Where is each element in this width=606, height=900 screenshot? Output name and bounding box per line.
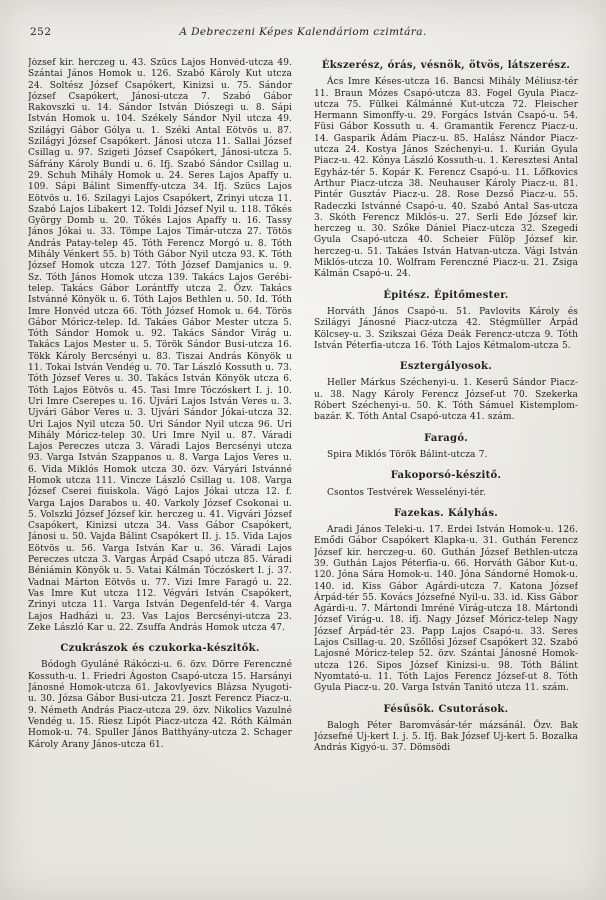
directory-paragraph: Ács Imre Késes-utcza 16. Bancsi Mihály Méliusz-tér 11. Braun Mózes Csapó-utcza 83. Fogel Gyula Piacz-utcza 75. Fülkei Kálmánné Kut-utcza 72. Fleischer Hermann Simonffy-u. 29. Forgács István Csapó-u. 54. Füsi Gábor Kossuth u. 4. Gramantik Ferencz Piacz-u. 14. Gasparik Ádám Piacz-u. 85. Halász Nándor Piacz-utcza 24. Kostya János Széchenyi-u. 1. Kurián Gyula Piacz-u. 42. Kónya László Kossuth-u. 1. Keresztesi Antal Egyház-tér 5. Kopár K. Ferencz Csapó-u. 11. Lőfkovics Arthur Piacz-utcza 38. Neuhauser Károly Piacz-u. 81. Pintér Gusztáv Piacz-u. 28. Rose Dezső Piacz-u. 55. Radeczki Istvánné Csapó-u. 40. Szabó Antal Sas-utcza 3. Skóth Ferencz Miklós-u. 27. Serli Ede József kir. herczeg u. 30. Szőke Dániel Piacz-utcza 32. Szegedi Gyula Csapó-utcza 40. Scheier Fülöp József kir. herczeg-u. 51. Takáes István Hatvan-utcza. Vági István Miklós-utcza 10. Wolfram Ferenczné Piacz-u. 21. Zsiga Kálmán Csapó-u. 24. xyxy=(314,77,578,280)
section-heading: Épitész. Épitőmester. xyxy=(383,289,509,301)
page-number: 252 xyxy=(30,26,52,38)
directory-paragraph: József kir. herczeg u. 43. Szücs Lajos Honvéd-utcza 49. Szántai János Homok u. 126. Szabó Károly Kut utcza 24. Soltész József Csapókert, Kinizsi u. 75. Sándor József Csapókert, Jánosi-utcza 7. Szabó Gábor Rakovszki u. 14. Sándor István Diószegi u. 8. Sápi István Homok u. 104. Székely Sándor Nyil utcza 49. Szilágyi Gábor Gólya u. 1. Széki Antal Eötvös u. 87. Szilágyi József Csapókert. Jánosi utcza 11. Sallai József Csillag u. 97. Szigeti József Csapókert, Jánosi-utcza 5. Sáfrány Károly Bundi u. 6. Ifj. Szabó Sándor Csillag u. 29. Schuh Mihály Homok u. 24. Seres Lajos Apaffy u. 109. Sápi Bálint Simenffy-utcza 34. Ifj. Szücs Lajos Eötvös u. 16. Szilagyi Lajos Csapókert, Zrinyi utcza 11. Szabó Lajos Libakert 12. Toldi József Nyil u. 118. Tőkés György Domb u. 20. Tőkés Lajos Apaffy u. 16. Tassy János Jókai u. 33. Tömpe Lajos Timár-utcza 27. Tötös András Patay-telep 45. Tóth Ferencz Morgó u. 8. Tóth Mihály Vénkert 55. b) Tóth Gábor Nyil utcza 93. K. Tóth József Homok utcza 127. Tóth József Damjanics u. 9. Sz. Tóth János Homok utcza 139. Takács Lajos Gerébi-telep. Takács Gábor Lorántffy utcza 2. Özv. Takács Istvánné Könyök u. 6. Tóth Lajos Bethlen u. 50. Id. Tóth Imre Honvéd utcza 66. Tóth József Homok u. 64. Törös Gábor Móricz-telep. Id. Takáes Gábor Mester utcza 5. Tóth Sándor Homok u. 92. Takács Sándor Virág u. Takács Lajos Mester u. 5. Török Sándor Busi-utcza 16. Tökk Károly Bercsényi u. 83. Tiszai András Könyök u 11. Tokai István Vendég u. 70. Tar László Kossuth u. 73. Tóth József Veres u. 30. Takács István Könyök utcza 6. Tóth Lajos Eötvös u. 45. Tasi Imre Tóczóskert I. j. 10. Uri Imre Cserepes u. 16. Újvári Lajos István Veres u. 3. Ujvári Gábor Veres u. 3. Ujvári Sándor Jókai-utcza 32. Uri Lajos Nyil utcza 50. Uri Sándor Nyil utcza 96. Uri Mihály Móricz-telep 30. Uri Imre Nyil u. 87. Váradi Lajos Pereczes utcza 3. Váradi Lajos Bercsényi utcza 93. Varga István Szappanos u. 8. Varga Lajos Veres u. 6. Vida Miklós Homok utcza 30. özv. Váryári Istvánné Homok utcza 111. Vincze László Csillag u. 108. Varga József Cserei fiuiskola. Vágó Lajos Jókai utcza 12. f. Varga Lajos Darabos u. 40. Varkoly József Csokonai u. 5. Volszki József József kir. herczeg u. 41. Vigvári József Csapókert, Kinizsi utcza 34. Vass Gábor Csapókert, Jánosi u. 50. Vajda Bálint Csapókert II. j. 15. Vida Lajos Eötvös u. 56. Varga István Kar u. 36. Váradi Lajos Pereczes utcza 3. Vargas Árpád Csapó utcza 85. Váradi Béniámin Könyök u. 5. Vatai Kálmán Tóczóskert I. j. 37. Vadnai Márton Eötvös u. 77. Vizi Imre Faragó u. 22. Vas Imre Kut utcza 112. Végvári István Csapókert, Zrinyi utcza 11. Varga István Degenfeld-tér 4. Varga Lajos Hadházi u. 23. Vas Lajos Bercsényi-utcza 23. Zeke László Kar u. 22. Zsuffa András Homok utcza 47. xyxy=(28,58,292,633)
directory-paragraph: Bódogh Gyuláné Rákóczi-u. 6. özv. Dörre Ferenczné Kossuth-u. 1. Friedri Ágoston Csapó-utcza 15. Harsányi Jánosné Homok-utcza 61. Jakovlyevics Blázsa Nyugoti-u. 30. Józsa Gábor Busi-utcza 21. Joszt Ferencz Piacz-u. 9. Németh András Piacz-utcza 29. özv. Nikolics Vazulné Vendég u. 15. Riesz Lipót Piacz-utcza 42. Róth Kálmán Homok-u. 74. Spuller János Batthyány-utcza 2. Schager Károly Arany János-utcza 61. xyxy=(28,660,292,750)
directory-paragraph: Horváth János Csapó-u. 51. Pavlovits Károly és Szilágyi Jánosné Piacz-utcza 42. Stégmüller Árpád Kölcsey-u. 3. Szikszai Géza Deák Ferencz-utcza 9. Tóth István Péterfia-utcza 16. Tóth Lajos Kétmalom-utcza 5. xyxy=(314,306,578,351)
section-heading: Faragó. xyxy=(424,432,468,444)
section-heading: Fakoporsó-készitő. xyxy=(390,470,502,482)
directory-paragraph: Aradi János Teleki-u. 17. Erdei István Homok-u. 126. Emődi Gábor Csapókert Klapka-u. 31. Guthán Ferencz József kir. herczeg-u. 60. Guthán József Bethlen-utcza 39. Guthán Lajos Péterfia-u. 66. Horváth Gábor Kut-u. 120. Jóna Sára Homok-u. 140. Jóna Sándorné Homok-u. 140. id. Kiss Gábor Agárdi-utcza 7. Katona József Árpád-tér 55. Kovács Józsefné Nyil-u. 33. id. Kiss Gábor Agárdi-u. 7. Mártondi Imréné Virág-utcza 18. Mártondi József Virág-u. 18. ifj. Nagy József Móricz-telep Nagy József Árpád-tér 23. Papp Lajos Csapó-u. 33. Seres Lajos Csillag-u. 20. Szőllősi József Csapókert 32. Szabó Lajosné Móricz-telep 52. özv. Szántai Jánosné Homok-utcza 126. Sipos József Kinizsi-u. 98. Tóth Bálint Nyomtató-u. 11. Tóth Lajos Ferencz József-ut 8. Tóth Gyula Piacz-u. 20. Varga István Tanitó utcza 11. szám. xyxy=(314,525,578,694)
section-heading: Fazekas. Kályhás. xyxy=(393,507,499,519)
directory-paragraph: Heller Márkus Széchenyi-u. 1. Keserű Sándor Piacz-u. 38. Nagy Károly Ferencz József-ut 70. Szekerka Róbert Széchenyi-u. 50. K. Tóth Sámuel Kistemplom-bazár. K. Tóth Antal Csapó-utcza 41. szám. xyxy=(314,378,578,423)
page-header xyxy=(0,0,606,48)
section-heading: Fésűsök. Csutorások. xyxy=(383,703,509,715)
section-heading: Esztergályosok. xyxy=(399,361,493,373)
text-columns xyxy=(0,48,606,890)
directory-paragraph: Balogh Péter Baromvásár-tér mázsánál. Özv. Bak Józsefné Uj-kert I. j. 5. Ifj. Bak József Uj-kert 5. Bozalka András Kigyó-u. 37. Dömsödi xyxy=(314,720,578,754)
left-column xyxy=(28,58,292,890)
section-heading: Czukrászok és czukorka-készitők. xyxy=(60,643,260,655)
directory-paragraph: Spira Miklós Török Bálint-utcza 7. xyxy=(327,449,488,460)
section-heading: Ékszerész, órás, vésnök, ötvös, látszerész. xyxy=(321,60,571,71)
running-title: A Debreczeni Képes Kalendáriom czimtára. xyxy=(179,26,427,38)
directory-paragraph: Csontos Testvérek Wesselényi-tér. xyxy=(327,487,486,498)
right-column xyxy=(314,58,578,890)
